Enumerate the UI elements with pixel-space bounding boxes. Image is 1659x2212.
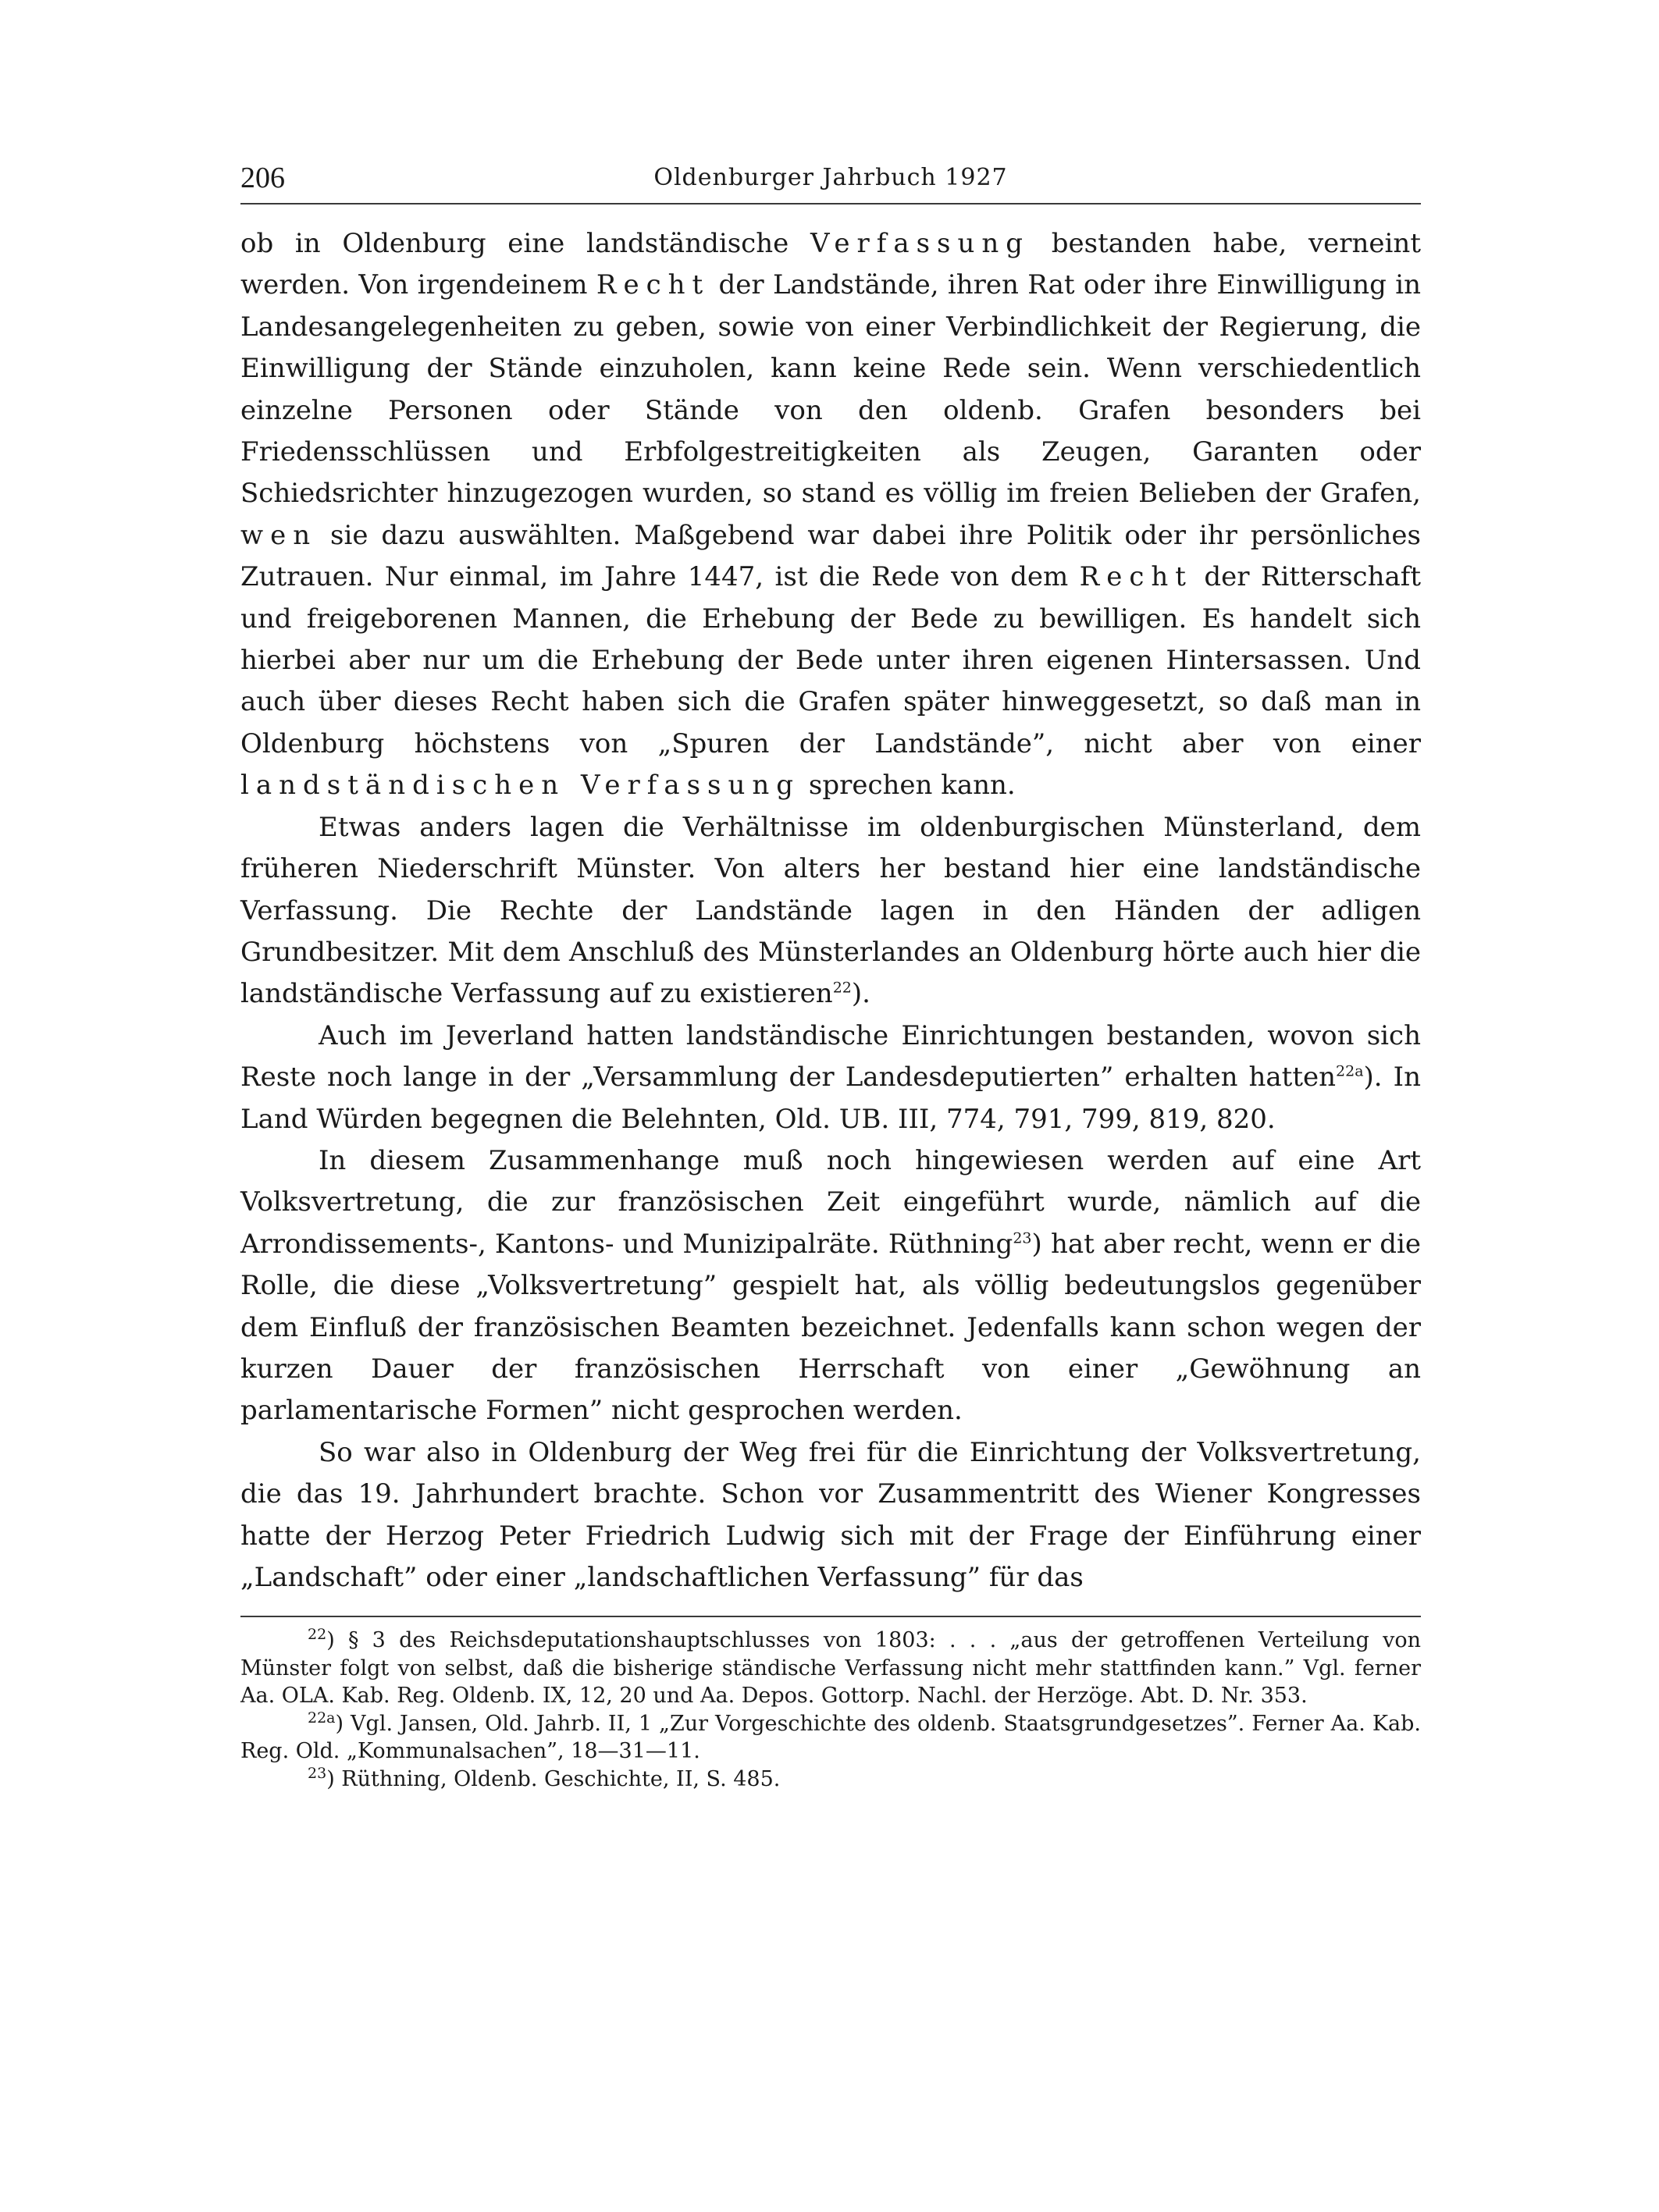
emphasized-text: wen xyxy=(240,519,318,551)
footnote xyxy=(240,1627,1421,1710)
text-run: der Ritterschaft und freigeborenen Mannen, die Erhebung der Bede zu bewilligen. Es handelt sich hierbei aber nur um die Erhebung der Bede unter ihren eigenen Hintersassen. Und auch über dieses Recht haben sich die Grafen später hinweggesetzt, so daß man in Oldenburg höchstens von „Spuren der Landstände”, nicht aber von einer xyxy=(240,561,1421,759)
footnote-rule xyxy=(240,1616,1421,1617)
text-run: ) § 3 des Reichsdeputationshauptschlusses von 1803: . . . „aus der getroffenen Verteilung von Münster folgt von selbst, daß die bisherige ständische Verfassung nicht mehr stattfinden kann.” Vgl. ferner Aa. OLA. Kab. Reg. Oldenb. IX, 12, 20 und Aa. Depos. Gottorp. Nachl. der Herzöge. Abt. D. Nr. 353. xyxy=(240,1628,1421,1709)
footnote-reference: 23 xyxy=(1013,1229,1032,1247)
text-run: bestanden habe, verneint werden. Von irgendeinem xyxy=(240,228,1421,301)
footnote-reference: 22 xyxy=(832,979,852,997)
emphasized-text: Recht xyxy=(596,269,710,301)
text-run: Auch im Jeverland hatten landständische Einrichtungen bestanden, wovon sich Reste noch lange in der „Versammlung der Landesdeputierten” erhalten hatten xyxy=(240,1019,1421,1094)
footnote-reference: 22 xyxy=(308,1626,327,1644)
body-paragraph xyxy=(240,807,1421,1015)
text-run: ). In Land Würden begegnen die Belehnten, Old. UB. III, 774, 791, 799, 819, 820. xyxy=(240,1062,1421,1135)
footnote-reference: 23 xyxy=(308,1764,327,1782)
body-paragraph xyxy=(240,1140,1421,1432)
footnote xyxy=(240,1766,1421,1794)
footnotes xyxy=(240,1627,1421,1793)
emphasized-text: landständischen Verfassung xyxy=(240,770,801,802)
running-head xyxy=(240,156,1421,204)
journal-title: Oldenburger Jahrbuch 1927 xyxy=(653,164,1008,191)
footnote-reference: 22a xyxy=(308,1709,336,1727)
footnote-reference: 22a xyxy=(1336,1062,1364,1080)
body-text xyxy=(240,223,1421,1599)
footnote xyxy=(240,1710,1421,1766)
body-paragraph xyxy=(240,1432,1421,1599)
emphasized-text: Recht xyxy=(1079,561,1193,593)
text-run: ) Rüthning, Oldenb. Geschichte, II, S. 485. xyxy=(326,1766,781,1791)
body-paragraph xyxy=(240,223,1421,807)
text-run: So war also in Oldenburg der Weg frei für die Einrichtung der Volksvertretung, die das 19. Jahrhundert brachte. Schon vor Zusammentritt des Wiener Kongresses hatte der Herzog Peter Friedrich Ludwig sich mit der Frage der Einführung einer „Landschaft” oder einer „landschaftlichen Verfassung” für das xyxy=(240,1436,1421,1593)
text-run: ob in Oldenburg eine landständische xyxy=(240,228,810,259)
text-run: der Landstände, ihren Rat oder ihre Einwilligung in Landesangelegenheiten zu geben, sowie von einer Verbindlichkeit der Regierung, die Einwilligung der Stände einzuholen, kann keine Rede sein. Wenn verschiedentlich einzelne Personen oder Stände von den oldenb. Grafen besonders bei Friedensschlüssen und Erbfolgestreitigkeiten als Zeugen, Garanten oder Schiedsrichter hinzugezogen wurden, so stand es völlig im freien Belieben der Grafen, xyxy=(240,269,1422,510)
text-run: ) hat aber recht, wenn er die Rolle, die diese „Volksvertretung” gespielt hat, als völlig bedeutungslos gegenüber dem Einfluß der französischen Beamten bezeichnet. Jedenfalls kann schon wegen der kurzen Dauer der französischen Herrschaft von einer „Gewöhnung an parlamentarische Formen” nicht gesprochen werden. xyxy=(240,1228,1421,1427)
emphasized-text: Verfassung xyxy=(810,228,1031,259)
body-paragraph xyxy=(240,1015,1421,1140)
text-run: ) Vgl. Jansen, Old. Jahrb. II, 1 „Zur Vorgeschichte des oldenb. Staatsgrundgesetzes”. Ferner Aa. Kab. Reg. Old. „Kommunalsachen”, 18—31—11. xyxy=(240,1711,1421,1764)
text-run: sprechen kann. xyxy=(800,770,1016,802)
document-page xyxy=(240,156,1421,1793)
text-run: In diesem Zusammenhange muß noch hingewiesen werden auf eine Art Volksvertretung, die zur französischen Zeit eingeführt wurde, nämlich auf die Arrondissements-, Kantons- und Munizipalräte. Rüthning xyxy=(240,1144,1421,1260)
text-run: ). xyxy=(851,978,870,1010)
text-run: Etwas anders lagen die Verhältnisse im oldenburgischen Münsterland, dem früheren Niederschrift Münster. Von alters her bestand hier eine landständische Verfassung. Die Rechte der Landstände lagen in den Händen der adligen Grundbesitzer. Mit dem Anschluß des Münsterlandes an Oldenburg hörte auch hier die landständische Verfassung auf zu existieren xyxy=(240,811,1421,1010)
page-number: 206 xyxy=(240,162,285,194)
text-run: sie dazu auswählten. Maßgebend war dabei ihre Politik oder ihr persönliches Zutrauen. Nur einmal, im Jahre 1447, ist die Rede von dem xyxy=(240,519,1421,593)
